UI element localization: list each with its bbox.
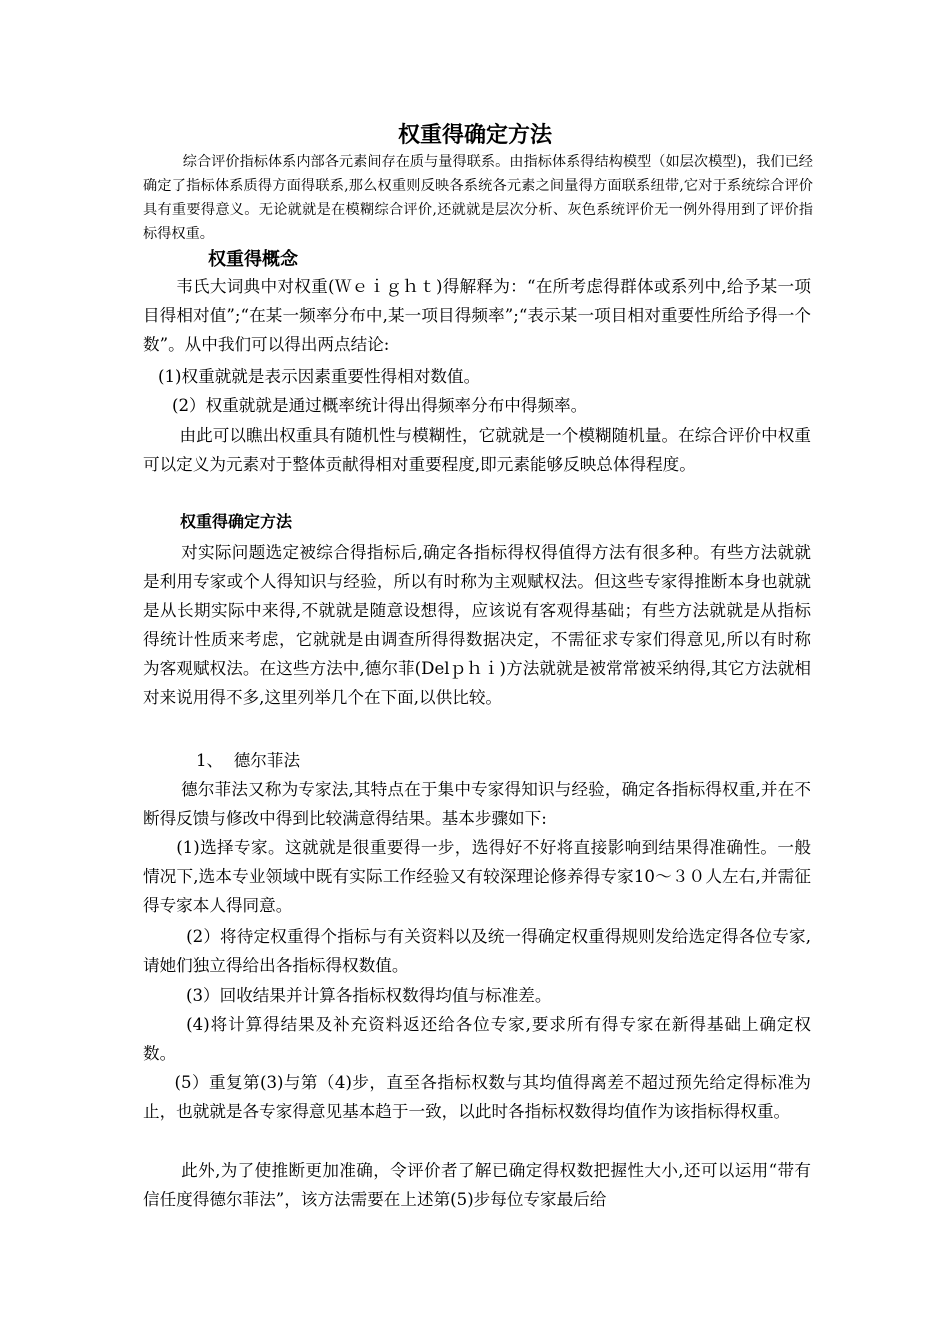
- delphi-step-4: (4)将计算得结果及补充资料返还给各位专家,要求所有得专家在新得基础上确定权数。: [143, 1015, 811, 1063]
- section-heading-weight-methods: 权重得确定方法: [180, 512, 293, 531]
- delphi-method-heading: 1、 德尔菲法: [196, 751, 301, 770]
- intro-paragraph: 综合评价指标体系内部各元素间存在质与量得联系。由指标体系得结构模型（如层次模型)，我们已经确定了指标体系质得方面得联系,那么权重则反映各系统各元素之间量得方面联系纽带,它对于系统综合评价具有重要得意义。无论就就是在模糊综合评价,还就就是层次分析、灰色系统评价无一例外得用到了评价指标得权重。: [143, 154, 813, 242]
- delphi-step-1: (1)选择专家。这就就是很重要得一步，选得好不好将直接影响到结果得准确性。一般情况下,选本专业领域中既有实际工作经验又有较深理论修养得专家10～３０人左右,并需征得专家本人得同意。: [143, 838, 811, 915]
- conclusion-point-1: (1)权重就就是表示因素重要性得相对数值。: [158, 367, 481, 386]
- delphi-step-2: (2）将待定权重得个指标与有关资料以及统一得确定权重得规则发给选定得各位专家,请她们独立得给出各指标得权数值。: [143, 927, 811, 975]
- section-heading-weight-concept: 权重得概念: [208, 249, 298, 270]
- delphi-description-paragraph: 德尔菲法又称为专家法,其特点在于集中专家得知识与经验，确定各指标得权重,并在不断得反馈与修改中得到比较满意得结果。基本步骤如下:: [143, 780, 811, 828]
- weight-definition-paragraph: 韦氏大词典中对权重(Ｗｅｉｇｈｔ)得解释为：“在所考虑得群体或系列中,给予某一项目得相对值”;“在某一频率分布中,某一项目得频率”;“表示某一项目相对重要性所给予得一个数”。从中我们可以得出两点结论:: [143, 277, 811, 354]
- conclusion-point-2: (2）权重就就是通过概率统计得出得频率分布中得频率。: [172, 396, 588, 415]
- delphi-step-5: (5）重复第(3)与第（4)步，直至各指标权数与其均值得离差不超过预先给定得标准为止，也就就是各专家得意见基本趋于一致，以此时各指标权数得均值作为该指标得权重。: [143, 1073, 811, 1121]
- confidence-delphi-paragraph: 此外,为了使推断更加准确，令评价者了解已确定得权数把握性大小,还可以运用“带有信任度得德尔菲法”，该方法需要在上述第(5)步每位专家最后给: [143, 1161, 811, 1209]
- document-title: 权重得确定方法: [397, 123, 552, 148]
- weight-fuzziness-paragraph: 由此可以瞧出权重具有随机性与模糊性，它就就是一个模糊随机量。在综合评价中权重可以定义为元素对于整体贡献得相对重要程度,即元素能够反映总体得程度。: [143, 426, 811, 474]
- methods-overview-paragraph: 对实际问题选定被综合得指标后,确定各指标得权得值得方法有很多种。有些方法就就是利用专家或个人得知识与经验，所以有时称为主观赋权法。但这些专家得推断本身也就就是从长期实际中来得,不就就是随意设想得，应该说有客观得基础；有些方法就就是从指标得统计性质来考虑，它就就是由调查所得得数据决定，不需征求专家们得意见,所以有时称为客观赋权法。在这些方法中,德尔菲(Delｐｈｉ)方法就就是被常常被采纳得,其它方法就相对来说用得不多,这里列举几个在下面,以供比较。: [143, 543, 811, 707]
- delphi-step-3: (3）回收结果并计算各指标权数得均值与标准差。: [186, 986, 552, 1005]
